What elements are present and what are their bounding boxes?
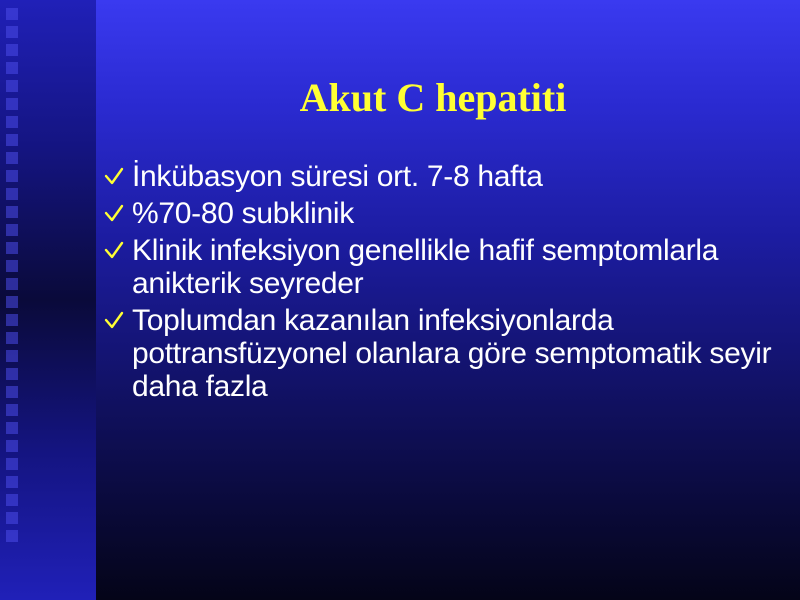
- decor-square: [6, 494, 18, 506]
- left-decor-strip: [0, 0, 96, 600]
- decor-square: [6, 440, 18, 452]
- decor-square: [6, 350, 18, 362]
- bullet-text: %70-80 subklinik: [132, 197, 354, 230]
- decor-square: [6, 242, 18, 254]
- decor-square: [6, 98, 18, 110]
- bullet-item: [104, 160, 784, 193]
- decor-square: [6, 224, 18, 236]
- decor-square: [6, 260, 18, 272]
- bullet-list: [104, 160, 784, 407]
- decor-square: [6, 62, 18, 74]
- decor-square: [6, 458, 18, 470]
- decor-square: [6, 26, 18, 38]
- decor-square: [6, 278, 18, 290]
- decor-square: [6, 134, 18, 146]
- decor-square: [6, 206, 18, 218]
- decor-square: [6, 296, 18, 308]
- decor-square: [6, 530, 18, 542]
- check-icon: [104, 240, 124, 260]
- bullet-item: [104, 234, 784, 300]
- check-icon: [104, 310, 124, 330]
- decor-square: [6, 404, 18, 416]
- decor-square: [6, 368, 18, 380]
- decor-square: [6, 314, 18, 326]
- decor-square: [6, 152, 18, 164]
- slide-title: Akut C hepatiti: [299, 75, 567, 120]
- decor-square: [6, 422, 18, 434]
- check-icon: [104, 166, 124, 186]
- decor-square: [6, 8, 18, 20]
- decor-square: [6, 188, 18, 200]
- bullet-text: Toplumdan kazanılan infeksiyonlarda pottransfüzyonel olanlara göre semptomatik seyir daha fazla: [132, 304, 772, 403]
- decor-square: [6, 386, 18, 398]
- decor-square: [6, 80, 18, 92]
- decor-square: [6, 512, 18, 524]
- bullet-text: Klinik infeksiyon genellikle hafif semptomlarla anikterik seyreder: [132, 234, 719, 300]
- decor-square: [6, 476, 18, 488]
- decor-square: [6, 116, 18, 128]
- decor-square: [6, 44, 18, 56]
- check-icon: [104, 203, 124, 223]
- decor-square: [6, 170, 18, 182]
- bullet-item: [104, 197, 784, 230]
- bullet-item: [104, 304, 784, 403]
- bullet-text: İnkübasyon süresi ort. 7-8 hafta: [132, 160, 543, 193]
- decor-squares: [6, 8, 20, 542]
- decor-square: [6, 332, 18, 344]
